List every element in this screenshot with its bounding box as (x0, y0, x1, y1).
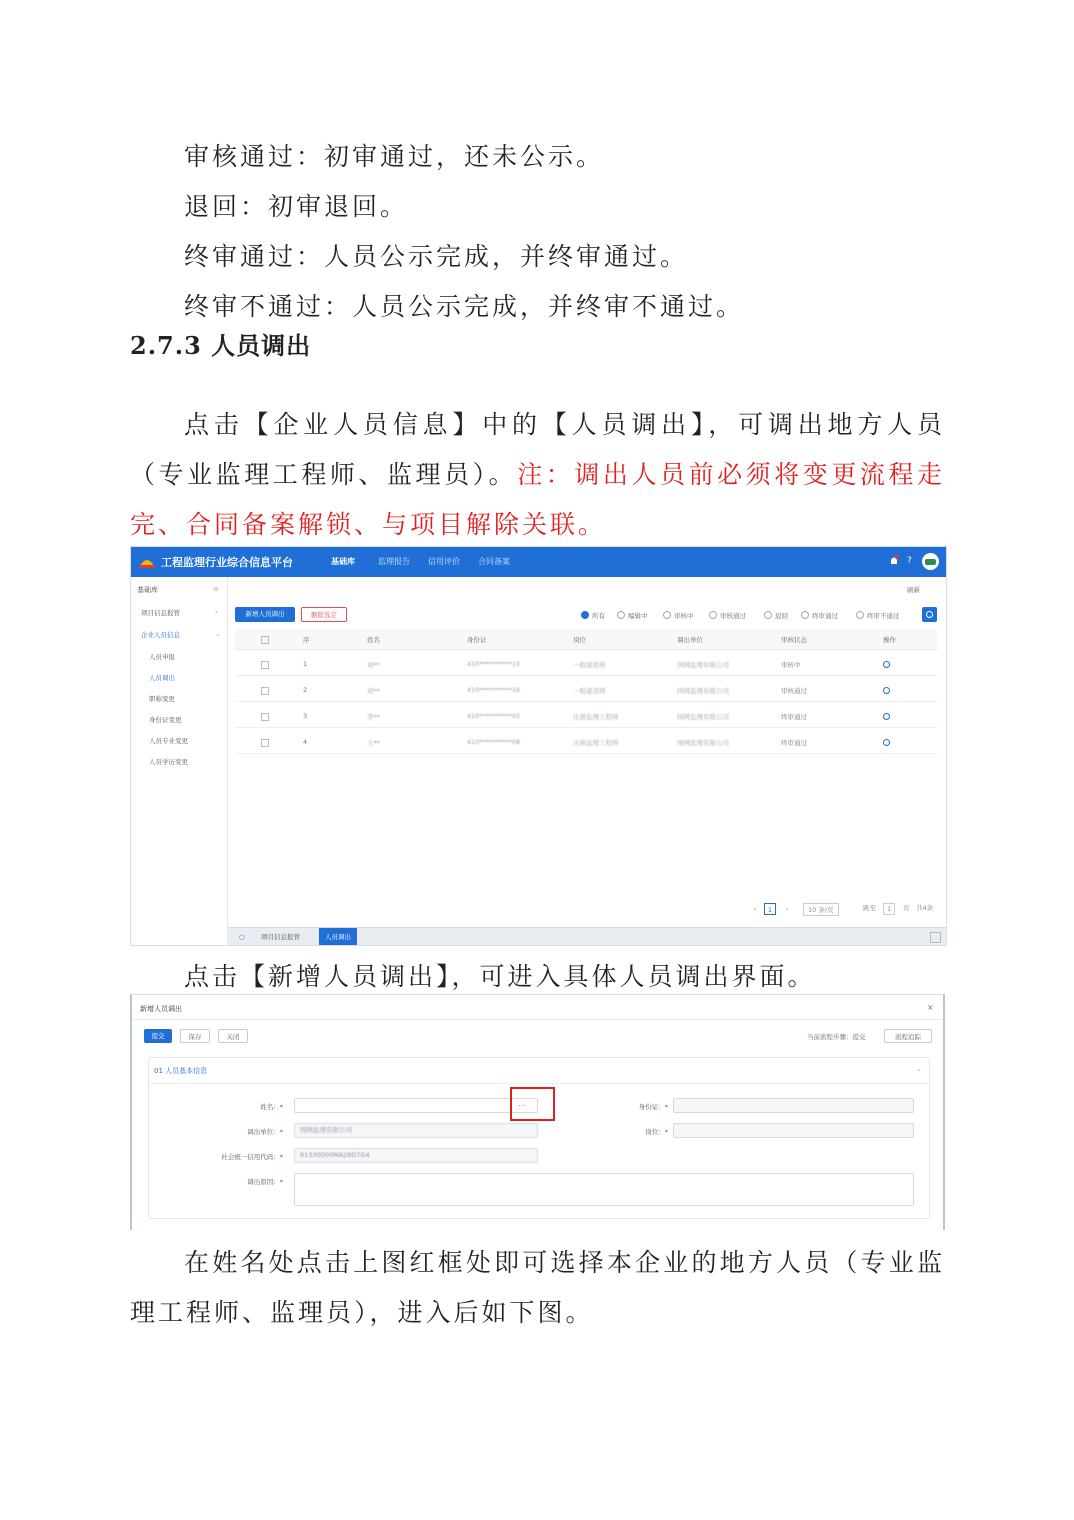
row-id: 410**********02 (467, 712, 521, 720)
page-current[interactable]: 1 (764, 903, 776, 915)
row-status: 终审通过 (781, 739, 807, 747)
doc-line-1: 审核通过：初审通过，还未公示。 (184, 142, 605, 171)
row-post: 注册监理工程师 (573, 739, 619, 747)
next-page-icon[interactable]: › (785, 905, 789, 913)
row-status: 审核中 (781, 661, 801, 669)
col-no: 序 (303, 636, 310, 644)
row-no: 2 (303, 686, 308, 694)
reason-textarea[interactable] (294, 1173, 914, 1206)
section-title[interactable]: 01 人员基本信息 (154, 1067, 208, 1075)
row-unit: 国网监理有限公司 (677, 713, 729, 721)
paragraph-1-note: 注：调出人员前必须将变更流程走完、合同备案解锁、与项目解除关联。 (130, 460, 945, 539)
row-status: 审核通过 (781, 687, 807, 695)
row-unit: 国网监理有限公司 (677, 739, 729, 747)
logo-icon (139, 554, 155, 568)
col-id: 身份证 (467, 636, 487, 644)
chevron-down-icon[interactable]: ⌄ (916, 1065, 922, 1073)
view-icon[interactable] (883, 687, 890, 694)
row-id: 410**********08 (467, 738, 521, 746)
credit-code-field[interactable]: 91330000MA28D7G4 (294, 1148, 538, 1163)
section-heading: 2.7.3 人员调出 (130, 331, 312, 360)
filter-reviewing[interactable]: 审核中 (663, 611, 694, 620)
nav-report[interactable]: 监理报告 (378, 557, 410, 566)
view-icon[interactable] (883, 739, 890, 746)
cancel-button[interactable]: 关闭 (218, 1029, 248, 1043)
flow-track-button[interactable]: 流程追踪 (884, 1029, 932, 1043)
collapse-icon[interactable]: ≡ (213, 585, 219, 593)
row-no: 1 (303, 660, 308, 668)
paragraph-3: 在姓名处点击上图红框处即可选择本企业的地方人员（专业监理工程师、监理员），进入后如下图。 (130, 1248, 945, 1327)
dialog-title: 新增人员调出 (140, 1005, 182, 1013)
row-checkbox[interactable] (261, 739, 269, 747)
doc-line-3: 终审通过：人员公示完成，并终审通过。 (184, 242, 689, 271)
help-icon[interactable]: ? (907, 556, 912, 566)
prev-page-icon[interactable]: ‹ (753, 905, 757, 913)
unit-field[interactable]: 国网监理有限公司 (294, 1123, 538, 1138)
filter-final-rejected[interactable]: 终审不通过 (856, 611, 900, 620)
sidebar-item-major-change[interactable]: 人员专业变更 (149, 737, 188, 745)
sidebar-item-transfer[interactable]: 人员调出 (149, 674, 175, 682)
pick-person-button[interactable]: ... (518, 1100, 526, 1108)
row-checkbox[interactable] (261, 687, 269, 695)
refresh-button[interactable]: 刷新 (907, 586, 920, 594)
close-icon[interactable]: × (927, 1003, 934, 1012)
filter-all[interactable]: 所有 (581, 611, 605, 620)
id-label: 身份证：* (638, 1103, 668, 1111)
flow-step: 当前流程步骤：提交 (807, 1033, 866, 1041)
view-icon[interactable] (883, 713, 890, 720)
sidebar-item-title-change[interactable]: 职称变更 (149, 695, 175, 703)
select-all-checkbox[interactable] (261, 636, 269, 644)
page-size-select[interactable]: 10 条/页 (803, 903, 839, 916)
sidebar-group-staff[interactable]: 企业人员信息 (141, 631, 180, 639)
doc-line-4: 终审不通过：人员公示完成，并终审不通过。 (184, 292, 745, 321)
filter-approved[interactable]: 审核通过 (709, 611, 746, 620)
goto-page-input[interactable]: 1 (883, 903, 895, 915)
row-no: 4 (303, 738, 308, 746)
row-name: 刘** (367, 661, 380, 669)
highlight-box (510, 1087, 555, 1121)
row-id: 410**********16 (467, 686, 521, 694)
row-id: 410**********10 (467, 660, 521, 668)
name-label: 姓名：* (260, 1103, 283, 1111)
tab-project[interactable]: 项目信息报管 (261, 933, 300, 941)
reason-label: 调出原因：* (247, 1178, 283, 1186)
chevron-down-icon: ⌄ (215, 630, 221, 638)
save-button[interactable]: 保存 (180, 1029, 210, 1043)
filter-returned[interactable]: 退回 (764, 611, 788, 620)
paragraph-2: 点击【新增人员调出】，可进入具体人员调出界面。 (184, 962, 816, 991)
delete-selected-button[interactable]: 删除选定 (301, 607, 347, 622)
paragraph-1-text: 点击【企业人员信息】中的【人员调出】，可调出地方人员（专业监理工程师、监理员）。 (130, 410, 945, 489)
col-status: 审核状态 (781, 636, 807, 644)
id-field[interactable] (673, 1098, 914, 1113)
col-post: 岗位 (573, 636, 586, 644)
filter-final-approved[interactable]: 终审通过 (801, 611, 838, 620)
sidebar-item-id-change[interactable]: 身份证变更 (149, 716, 182, 724)
close-tabs-icon[interactable] (930, 932, 941, 943)
goto-label: 跳至 (863, 904, 876, 912)
top-bar (131, 547, 946, 577)
table-header (235, 629, 937, 650)
row-name: 刘** (367, 687, 380, 695)
row-post: 注册监理工程师 (573, 713, 619, 721)
page-unit: 页 (903, 904, 910, 912)
row-checkbox[interactable] (261, 713, 269, 721)
view-icon[interactable] (883, 661, 890, 668)
sidebar-group-project[interactable]: 项目信息报管 (141, 609, 180, 617)
avatar[interactable] (922, 553, 939, 570)
row-unit: 国网监理有限公司 (677, 661, 729, 669)
row-no: 3 (303, 712, 308, 720)
home-icon[interactable]: ○ (239, 933, 245, 941)
chevron-right-icon: › (215, 608, 218, 616)
post-field[interactable] (673, 1123, 914, 1138)
row-status: 终审通过 (781, 713, 807, 721)
unit-label: 调出单位：* (247, 1128, 283, 1136)
credit-code-label: 社会统一信用代码：* (221, 1153, 283, 1161)
bottom-tab-bar (227, 927, 946, 946)
app-title: 工程监理行业综合信息平台 (161, 556, 293, 569)
name-field[interactable] (294, 1098, 538, 1113)
row-post: 一般建造师 (573, 661, 606, 669)
col-name: 姓名 (367, 636, 380, 644)
sidebar (131, 577, 228, 945)
sidebar-title: 基础库 (137, 586, 158, 594)
row-checkbox[interactable] (261, 661, 269, 669)
nav-contract[interactable]: 合同备案 (478, 557, 510, 566)
row-name: 李** (367, 713, 380, 721)
tab-transfer[interactable]: 人员调出 (319, 928, 357, 946)
screenshot-add-dialog (130, 994, 945, 1230)
row-name: 王** (367, 739, 380, 747)
doc-line-2: 退回：初审退回。 (184, 192, 409, 221)
nav-credit[interactable]: 信用评价 (428, 557, 460, 566)
bell-icon[interactable] (889, 555, 899, 567)
screenshot-list-page (130, 546, 947, 946)
row-post: 一般建造师 (573, 687, 606, 695)
filter-editing[interactable]: 编辑中 (617, 611, 648, 620)
row-unit: 国网监理有限公司 (677, 687, 729, 695)
paragraph-1 (130, 400, 945, 550)
col-action: 操作 (883, 636, 896, 644)
search-icon[interactable] (922, 607, 937, 622)
sidebar-item-degree-change[interactable]: 人员学历变更 (149, 758, 188, 766)
submit-button[interactable]: 提交 (144, 1029, 172, 1043)
sidebar-item-apply[interactable]: 人员申报 (149, 653, 175, 661)
add-transfer-button[interactable]: 新增人员调出 (235, 607, 295, 622)
total-count: 共4条 (916, 904, 934, 912)
nav-basic[interactable]: 基础库 (331, 557, 355, 566)
post-label: 岗位：* (645, 1128, 668, 1136)
col-unit: 调出单位 (677, 636, 703, 644)
